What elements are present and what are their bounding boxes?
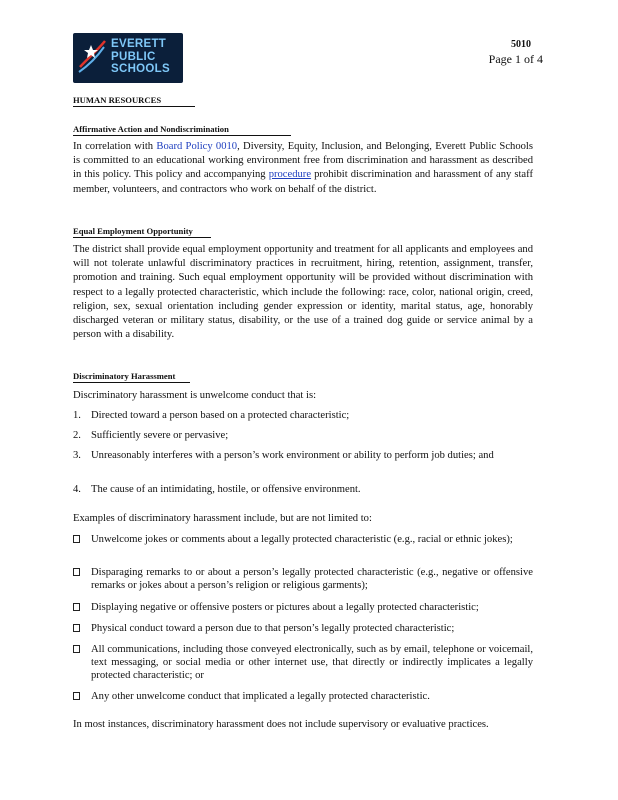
bullet-box-icon xyxy=(73,568,80,576)
harassment-heading: Discriminatory Harassment xyxy=(73,371,190,383)
page-number: Page 1 of 4 xyxy=(488,52,543,66)
bullet-box-icon xyxy=(73,645,80,653)
policy-number: 5010 xyxy=(511,39,531,50)
examples-intro: Examples of discriminatory harassment include, but are not limited to: xyxy=(73,513,372,524)
closing-paragraph: In most instances, discriminatory harassment does not include supervisory or evaluative practices. xyxy=(73,719,489,730)
star-swoosh-icon xyxy=(77,37,107,77)
equal-employment-heading: Equal Employment Opportunity xyxy=(73,226,211,238)
harassment-intro: Discriminatory harassment is unwelcome conduct that is: xyxy=(73,390,317,401)
procedure-link[interactable]: procedure xyxy=(268,169,312,181)
affirmative-paragraph: In correlation with Board Policy 0010, Diversity, Equity, Inclusion, and Belonging, Everett Public Schools is committed to an educational working environment free from discrimination and harassment as described in this policy. This policy and accompanying procedure prohibit discrimination and harassment of any staff member, volunteers, and contractors who work on behalf of the district. xyxy=(73,141,533,195)
bullet-box-icon xyxy=(73,535,80,543)
bullet-box-icon xyxy=(73,624,80,632)
section-title: HUMAN RESOURCES xyxy=(73,95,195,107)
equal-employment-paragraph: The district shall provide equal employment opportunity and treatment for all applicants and employees and will not tolerate unlawful discriminatory practices in recruitment, hiring, retention, assignment, transfer, promotion and training. Such equal employment opportunity will be provided without discrimination with respect to a legally protected characteristic, which include the following: race, color, national origin, creed, religion, sex, sexual orientation including gender expression or identity, marital status, age, honorably discharged veteran or military status, disability, or the use of a trained dog guide or service animal by a person with a disability. xyxy=(73,244,533,341)
district-logo xyxy=(73,33,183,83)
bullet-box-icon xyxy=(73,692,80,700)
board-policy-link[interactable]: Board Policy 0010 xyxy=(156,141,238,152)
affirmative-heading: Affirmative Action and Nondiscrimination xyxy=(73,124,291,136)
logo-text: EVERETT PUBLIC SCHOOLS xyxy=(111,38,170,75)
bullet-box-icon xyxy=(73,603,80,611)
